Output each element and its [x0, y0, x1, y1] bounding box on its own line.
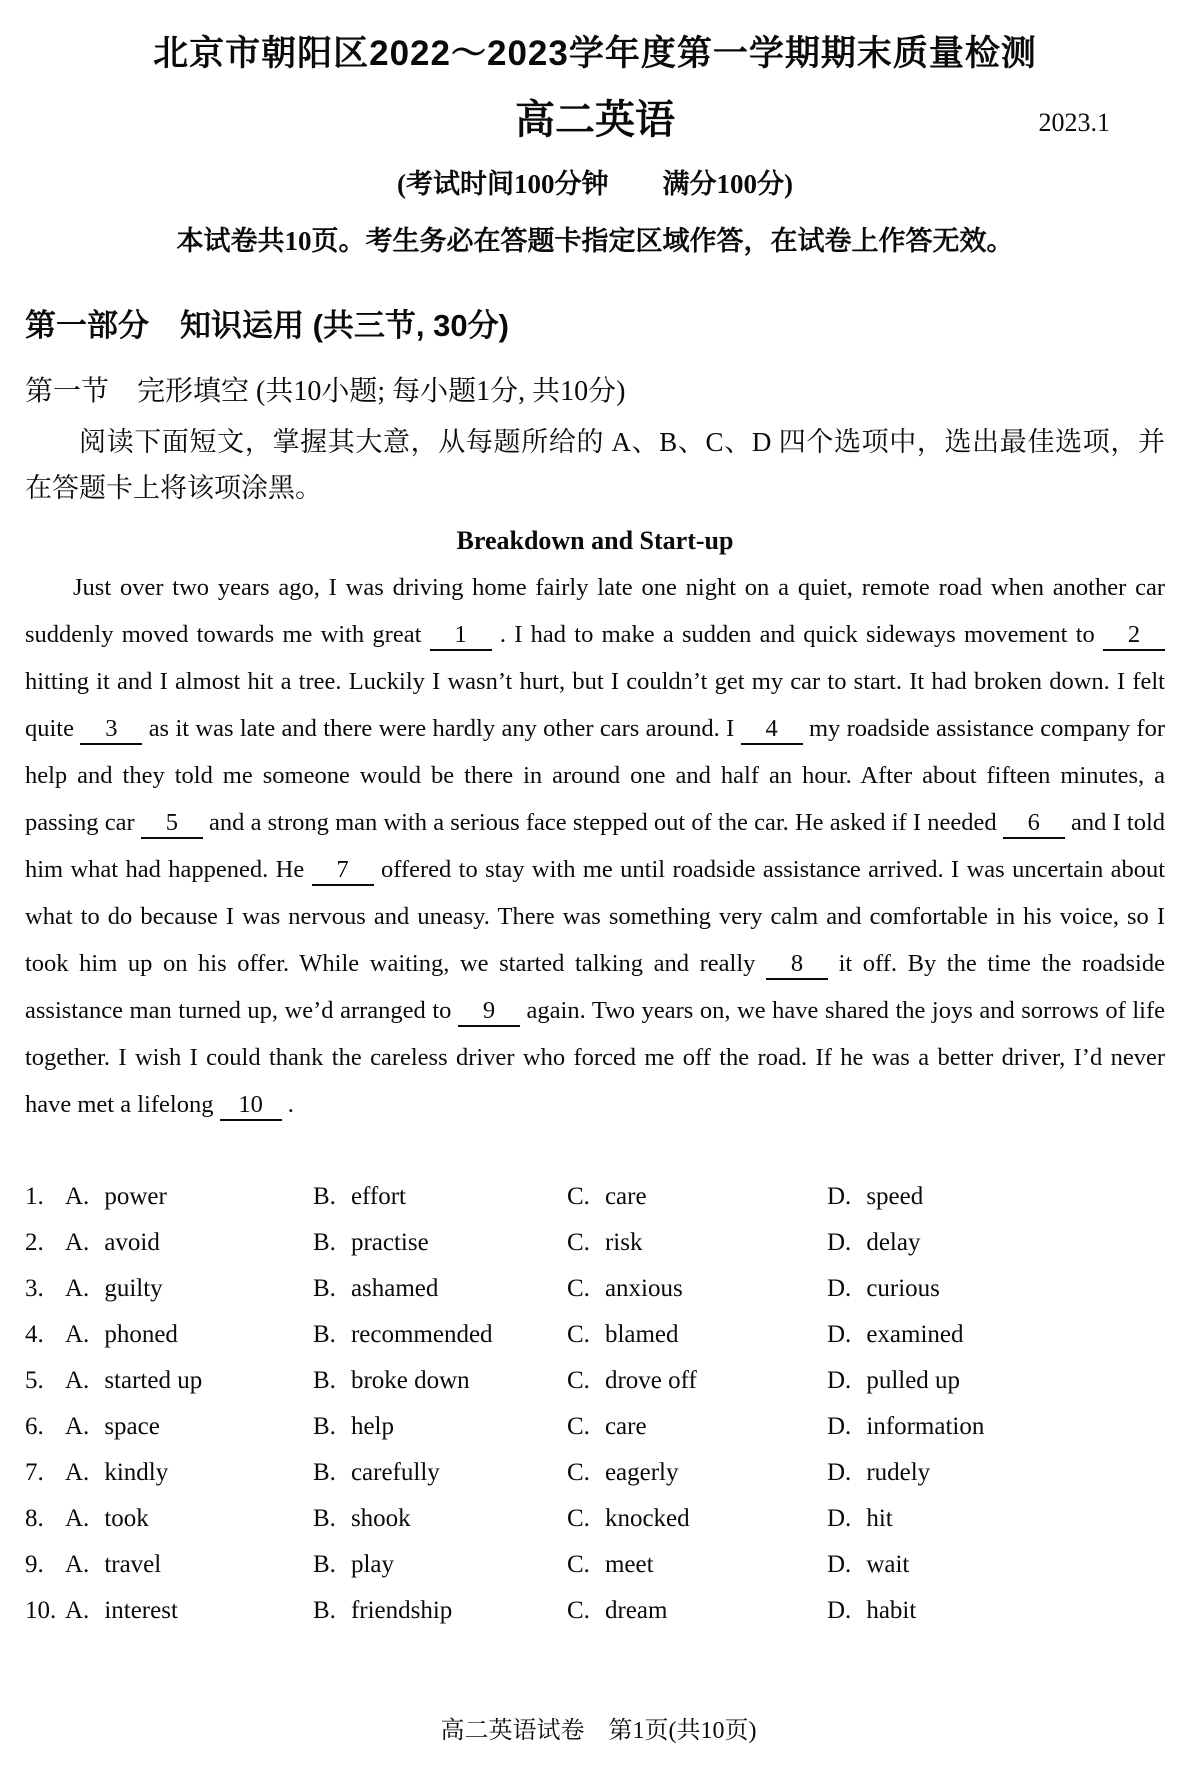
- option-d: D. wait: [827, 1550, 910, 1578]
- option-b: B. friendship: [313, 1596, 453, 1624]
- cloze-blank-5: 5: [141, 810, 203, 839]
- question-number: 6.: [25, 1412, 44, 1440]
- cloze-passage: [25, 564, 1165, 1128]
- cloze-blank-1: 1: [430, 622, 492, 651]
- option-c: C. risk: [567, 1228, 643, 1256]
- option-b: B. practise: [313, 1228, 429, 1256]
- option-a: A. started up: [65, 1366, 203, 1394]
- option-b: B. broke down: [313, 1366, 470, 1394]
- question-number: 10.: [25, 1596, 57, 1624]
- option-c: C. meet: [567, 1550, 654, 1578]
- question-row-10: [25, 1588, 1165, 1634]
- exam-time-score-info: (考试时间100分钟 满分100分): [397, 169, 793, 199]
- cloze-instructions: 阅读下面短文，掌握其大意，从每题所给的 A、B、C、D 四个选项中，选出最佳选项，并在答题卡上将该项涂黑。: [25, 427, 1165, 504]
- exam-date: 2023.1: [1038, 108, 1110, 137]
- option-d: D. pulled up: [827, 1366, 961, 1394]
- passage-text: offered to stay with me until roadside assistance arrived. I was uncertain about what to do because I was nervous and uneasy. There was something very calm and comfortable in his voice, so I took him up on his offer. While waiting, we started talking and really: [25, 855, 1166, 977]
- passage-text: it off. By the time the roadside assistance man turned up, we’d arranged to: [25, 949, 1165, 1024]
- option-c: C. anxious: [567, 1274, 683, 1302]
- option-a: A. travel: [65, 1550, 162, 1578]
- question-number: 9.: [25, 1550, 44, 1578]
- option-d: D. rudely: [827, 1458, 931, 1486]
- part-one-heading: 第一部分 知识运用 (共三节, 30分): [25, 308, 509, 343]
- cloze-blank-3: 3: [80, 716, 142, 745]
- question-row-3: [25, 1266, 1165, 1312]
- question-number: 2.: [25, 1228, 44, 1256]
- passage-text: my roadside assistance company for help and they told me someone would be there in around one and half an hour. After about fifteen minutes, a passing car: [25, 714, 1165, 836]
- option-c: C. knocked: [567, 1504, 690, 1532]
- cloze-blank-10: 10: [220, 1092, 282, 1121]
- question-row-6: [25, 1404, 1165, 1450]
- question-row-9: [25, 1542, 1165, 1588]
- option-d: D. examined: [827, 1320, 964, 1348]
- option-c: C. eagerly: [567, 1458, 679, 1486]
- option-d: D. speed: [827, 1182, 924, 1210]
- cloze-blank-8: 8: [766, 951, 828, 980]
- option-d: D. delay: [827, 1228, 921, 1256]
- question-number: 8.: [25, 1504, 44, 1532]
- option-d: D. habit: [827, 1596, 917, 1624]
- option-d: D. hit: [827, 1504, 893, 1532]
- option-c: C. blamed: [567, 1320, 679, 1348]
- question-row-4: [25, 1312, 1165, 1358]
- passage-text: and I told him what had happened. He: [25, 808, 1166, 883]
- question-row-8: [25, 1496, 1165, 1542]
- section-one-heading: 第一节 完形填空 (共10小题; 每小题1分, 共10分): [25, 376, 626, 407]
- question-number: 7.: [25, 1458, 44, 1486]
- option-c: C. care: [567, 1182, 647, 1210]
- option-d: D. curious: [827, 1274, 940, 1302]
- option-d: D. information: [827, 1412, 985, 1440]
- option-a: A. took: [65, 1504, 149, 1532]
- cloze-blank-2: 2: [1103, 622, 1165, 651]
- option-a: A. avoid: [65, 1228, 160, 1256]
- option-a: A. guilty: [65, 1274, 163, 1302]
- exam-title: 北京市朝阳区2022～2023学年度第一学期期末质量检测: [153, 34, 1037, 73]
- question-row-5: [25, 1358, 1165, 1404]
- option-b: B. carefully: [313, 1458, 440, 1486]
- option-c: C. drove off: [567, 1366, 697, 1394]
- passage-text: hitting it and I almost hit a tree. Luckily I wasn’t hurt, but I couldn’t get my car to start. It had broken down. I felt quite: [25, 667, 1165, 742]
- option-a: A. kindly: [65, 1458, 169, 1486]
- option-a: A. power: [65, 1182, 167, 1210]
- exam-subject: 高二英语: [515, 98, 675, 142]
- passage-text: . I had to make a sudden and quick sideways movement to: [499, 620, 1095, 648]
- subject-row: [25, 88, 1165, 140]
- option-a: A. interest: [65, 1596, 178, 1624]
- page-footer: 高二英语试卷 第1页(共10页): [440, 1718, 757, 1744]
- option-b: B. ashamed: [313, 1274, 439, 1302]
- option-b: B. help: [313, 1412, 394, 1440]
- question-number: 5.: [25, 1366, 44, 1394]
- cloze-blank-6: 6: [1003, 810, 1065, 839]
- question-row-1: [25, 1174, 1165, 1220]
- question-number: 4.: [25, 1320, 44, 1348]
- passage-title: Breakdown and Start-up: [456, 525, 734, 555]
- option-c: C. dream: [567, 1596, 668, 1624]
- cloze-blank-9: 9: [458, 998, 520, 1027]
- option-b: B. recommended: [313, 1320, 493, 1348]
- passage-text: .: [287, 1090, 294, 1118]
- option-b: B. play: [313, 1550, 394, 1578]
- question-number: 3.: [25, 1274, 44, 1302]
- passage-text: again. Two years on, we have shared the joys and sorrows of life together. I wish I could thank the careless driver who forced me off the road. If he was a better driver, I’d never have met a lifelong: [25, 996, 1166, 1118]
- passage-text: as it was late and there were hardly any other cars around. I: [148, 714, 735, 742]
- option-a: A. space: [65, 1412, 160, 1440]
- exam-notice: 本试卷共10页。考生务必在答题卡指定区域作答，在试卷上作答无效。: [176, 226, 1014, 256]
- cloze-blank-4: 4: [741, 716, 803, 745]
- option-a: A. phoned: [65, 1320, 178, 1348]
- passage-text: Just over two years ago, I was driving home fairly late one night on a quiet, remote road when another car suddenly moved towards me with great: [25, 573, 1165, 648]
- question-row-2: [25, 1220, 1165, 1266]
- option-b: B. effort: [313, 1182, 407, 1210]
- passage-text: and a strong man with a serious face stepped out of the car. He asked if I needed: [209, 808, 997, 836]
- options-list: [25, 1174, 1165, 1634]
- question-number: 1.: [25, 1182, 44, 1210]
- cloze-blank-7: 7: [312, 857, 374, 886]
- option-c: C. care: [567, 1412, 647, 1440]
- question-row-7: [25, 1450, 1165, 1496]
- option-b: B. shook: [313, 1504, 411, 1532]
